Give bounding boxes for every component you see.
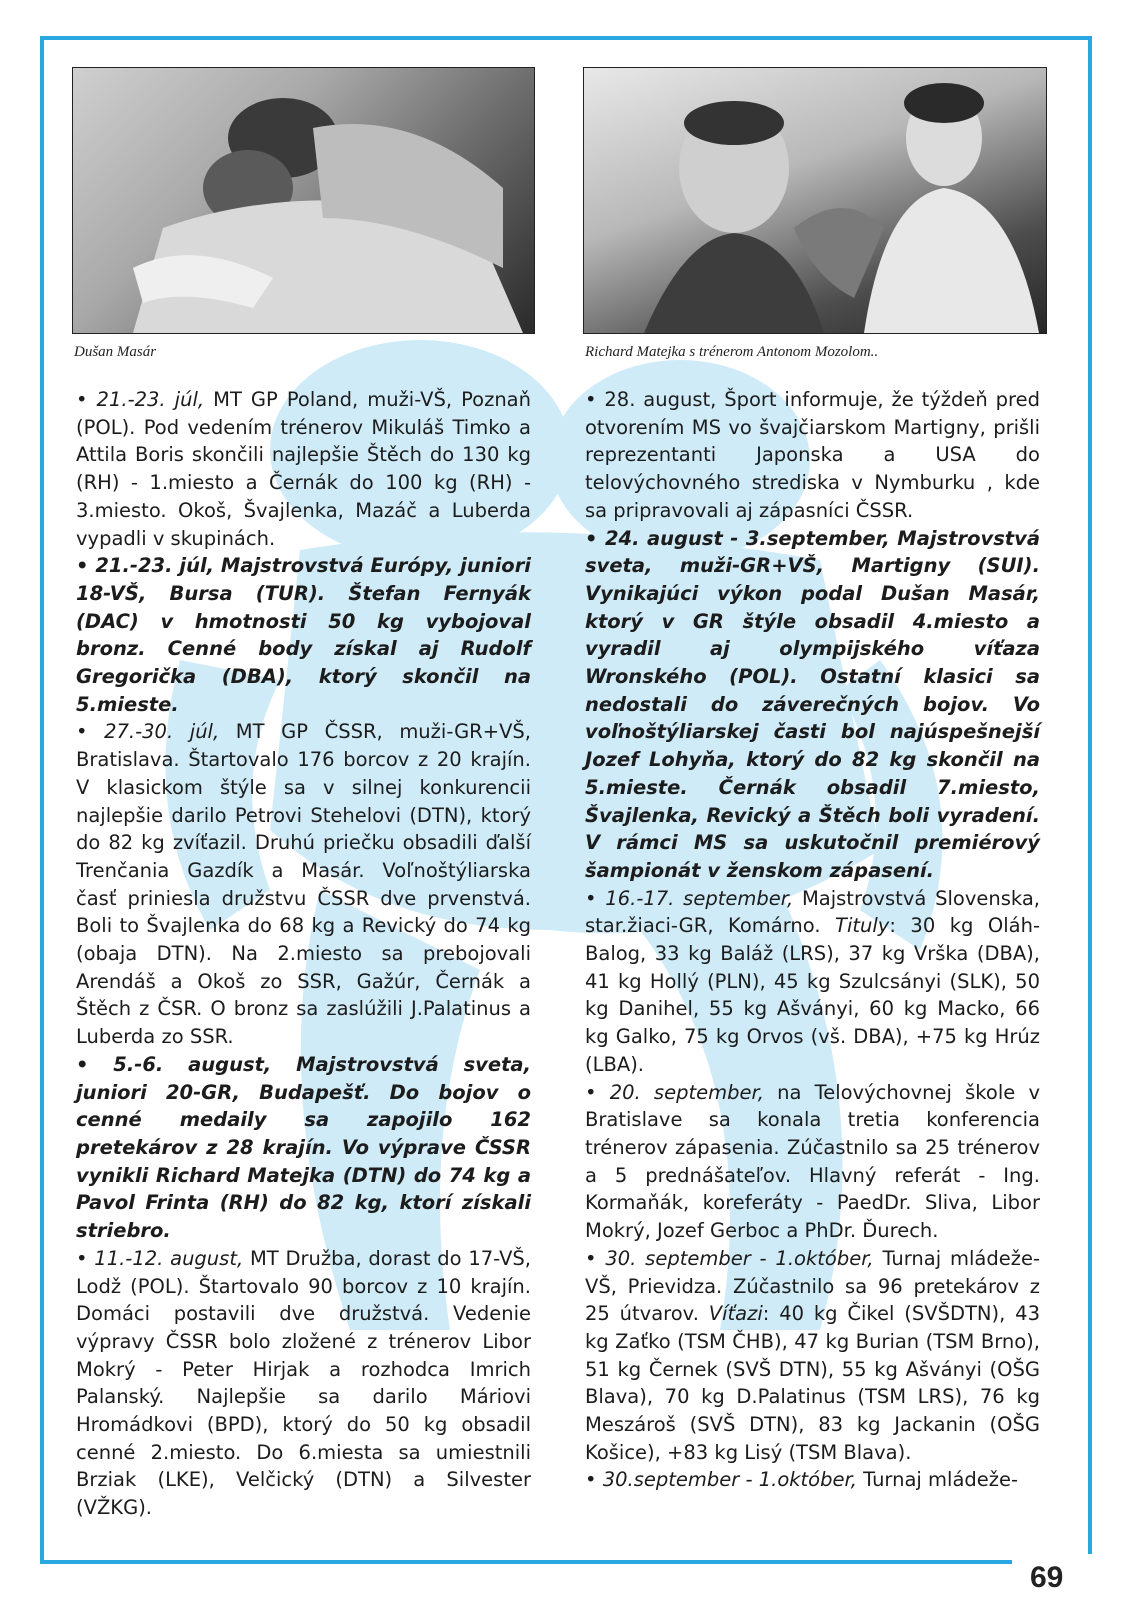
- entry-label: Víťazi: [708, 1302, 763, 1326]
- entry: [76, 718, 531, 1050]
- entry-text: MT Družba, dorast do 17-VŠ, Lodž (POL). Štartovalo 90 borcov z 10 krajín. Domáci postavili dve družstvá. Vedenie výpravy ČSSR bolo zložené z trénerov Libor Mokrý - Peter Hirjak a rozhodca Imrich Palanský. Najlepšie sa darilo Máriovi Hromádkovi (BPD), ktorý do 50 kg obsadil cenné 2.miesto. Do 6.miesta sa umiestnili Brziak (LKE), Velčický (DTN) a Silvester (VŽKG).: [76, 1246, 531, 1520]
- entry-date: • 30. september - 1.október,: [585, 1246, 874, 1270]
- text-column-left: [76, 386, 531, 1522]
- entry-date: • 30.september - 1.október,: [585, 1468, 857, 1492]
- entry: • 28. august, Šport informuje, že týždeň pred otvorením MS vo švajčiarskom Martigny, prišli reprezentanti Japonska a USA do telovýchovného strediska v Nymburku , kde sa pripravovali aj zápasníci ČSSR.: [585, 388, 1040, 522]
- entry-highlight: • 5.-6. august, Majstrovstvá sveta, juniori 20-GR, Budapešť. Do bojov o cenné medaily sa zapojilo 162 pretekárov z 28 krajín. Vo výprave ČSSR vynikli Richard Matejka (DTN) do 74 kg a Pavol Frinta (RH) do 82 kg, ktorí získali striebro.: [76, 1052, 531, 1243]
- entry-date: • 20. september,: [585, 1080, 764, 1104]
- entry-text: MT GP ČSSR, muži-GR+VŠ, Bratislava. Štartovalo 176 borcov z 20 krajín. V klasickom štýle sa v silnej konkurencii najlepšie darilo Petrovi Stehelovi (DTN), ktorý do 82 kg zvíťazil. Druhú priečku obsadili ďalší Trenčania Gazdík a Masár. Voľnoštýliarska časť priniesla družstvu ČSSR dve prvenstvá. Boli to Švajlenka do 68 kg a Revický do 74 kg (obaja DTN). Na 2.miesto sa prebojovali Arendáš a Okoš zo SSR, Gažúr, Černák a Štěch z ČSR. O bronz sa zaslúžili J.Palatinus a Luberda zo SSR.: [76, 720, 531, 1049]
- entry: [76, 386, 531, 552]
- photo-caption-1: Dušan Masár: [74, 344, 157, 360]
- entry-text: : 30 kg Oláh-Balog, 33 kg Baláž (LRS), 37 kg Vrška (DBA), 41 kg Hollý (PLN), 45 kg Szulcsányi (SLK), 50 kg Danihel, 55 kg Ašványi, 60 kg Macko, 66 kg Galko, 75 kg Orvos (vš. DBA), +75 kg Hrúz (LBA).: [585, 914, 1040, 1076]
- text-column-right: [585, 386, 1040, 1494]
- entry-date: • 21.-23. júl,: [76, 388, 205, 411]
- entry: [585, 885, 1040, 1079]
- entry-label: Tituly: [835, 914, 890, 938]
- photo-richard-matejka: [583, 67, 1047, 334]
- entry: [76, 1245, 531, 1522]
- entry: [585, 1079, 1040, 1245]
- entry-text: Turnaj mládeže-: [856, 1468, 1019, 1492]
- wrestlers-photo-illustration: [73, 68, 534, 333]
- entry-date: • 11.-12. august,: [76, 1246, 244, 1270]
- entry-text: Majstrovstvá Slovenska, star.žiaci-GR, Komárno.: [585, 886, 1040, 938]
- page-number: 69: [1030, 1561, 1064, 1594]
- entry-text: : 40 kg Čikel (SVŠDTN), 43 kg Zaťko (TSM ČHB), 47 kg Burian (TSM Brno), 51 kg Černek (SVŠ DTN), 55 kg Ašványi (OŠG Blava), 70 kg D.Palatinus (TSM LRS), 76 kg Meszároš (SVŠ DTN), 83 kg Jackanin (OŠG Košice), +83 kg Lisý (TSM Blava).: [585, 1302, 1040, 1464]
- entry: [585, 1245, 1040, 1467]
- entry-date: • 27.-30. júl,: [76, 720, 220, 744]
- entry-text: Turnaj mládeže-VŠ, Prievidza. Zúčastnilo sa 96 pretekárov z 25 útvarov.: [585, 1246, 1040, 1326]
- trainer-photo-illustration: [584, 68, 1046, 333]
- entry-highlight: • 21.-23. júl, Majstrovstvá Európy, juniori 18-VŠ, Bursa (TUR). Štefan Fernyák (DAC) v hmotnosti 50 kg vybojoval bronz. Cenné body získal aj Rudolf Gregorička (DBA), ktorý skončil na 5.mieste.: [76, 554, 531, 716]
- entry-date: • 16.-17. september,: [585, 886, 794, 910]
- photo-caption-2: Richard Matejka s trénerom Antonom Mozolom..: [585, 344, 879, 360]
- entry-text: na Telovýchovnej škole v Bratislave sa konala tretia konferencia trénerov zápasenia. Zúčastnilo sa 25 trénerov a 5 prednášateľov. Hlavný referát - Ing. Kormaňák, koreferáty - PaedDr. Sliva, Libor Mokrý, Jozef Gerboc a PhDr. Ďurech.: [585, 1080, 1040, 1243]
- entry-text: MT GP Poland, muži-VŠ, Poznaň (POL). Pod vedením trénerov Mikuláš Timko a Attila Boris skončili najlepšie Štěch do 130 kg (RH) - 1.miesto a Černák do 100 kg (RH) - 3.miesto. Okoš, Švajlenka, Mazáč a Luberda vypadli v skupinách.: [76, 388, 531, 550]
- photo-dusan-masar: [72, 67, 535, 334]
- entry: [585, 1466, 1040, 1494]
- entry-highlight: • 24. august - 3.september, Majstrovstvá sveta, muži-GR+VŠ, Martigny (SUI). Vynikajúci výkon podal Dušan Masár, ktorý v GR štýle obsadil 4.miesto a vyradil aj olympijského víťaza Wronského (POL). Ostatní klasici sa nedostali do záverečných bojov. Vo voľnoštýliarskej časti bol najúspešnejší Jozef Lohyňa, ktorý do 82 kg skončil na 5.mieste. Černák obsadil 7.miesto, Švajlenka, Revický a Štěch boli vyradení. V rámci MS sa uskutočnil premiérový šampionát v ženskom zápasení.: [585, 526, 1040, 882]
